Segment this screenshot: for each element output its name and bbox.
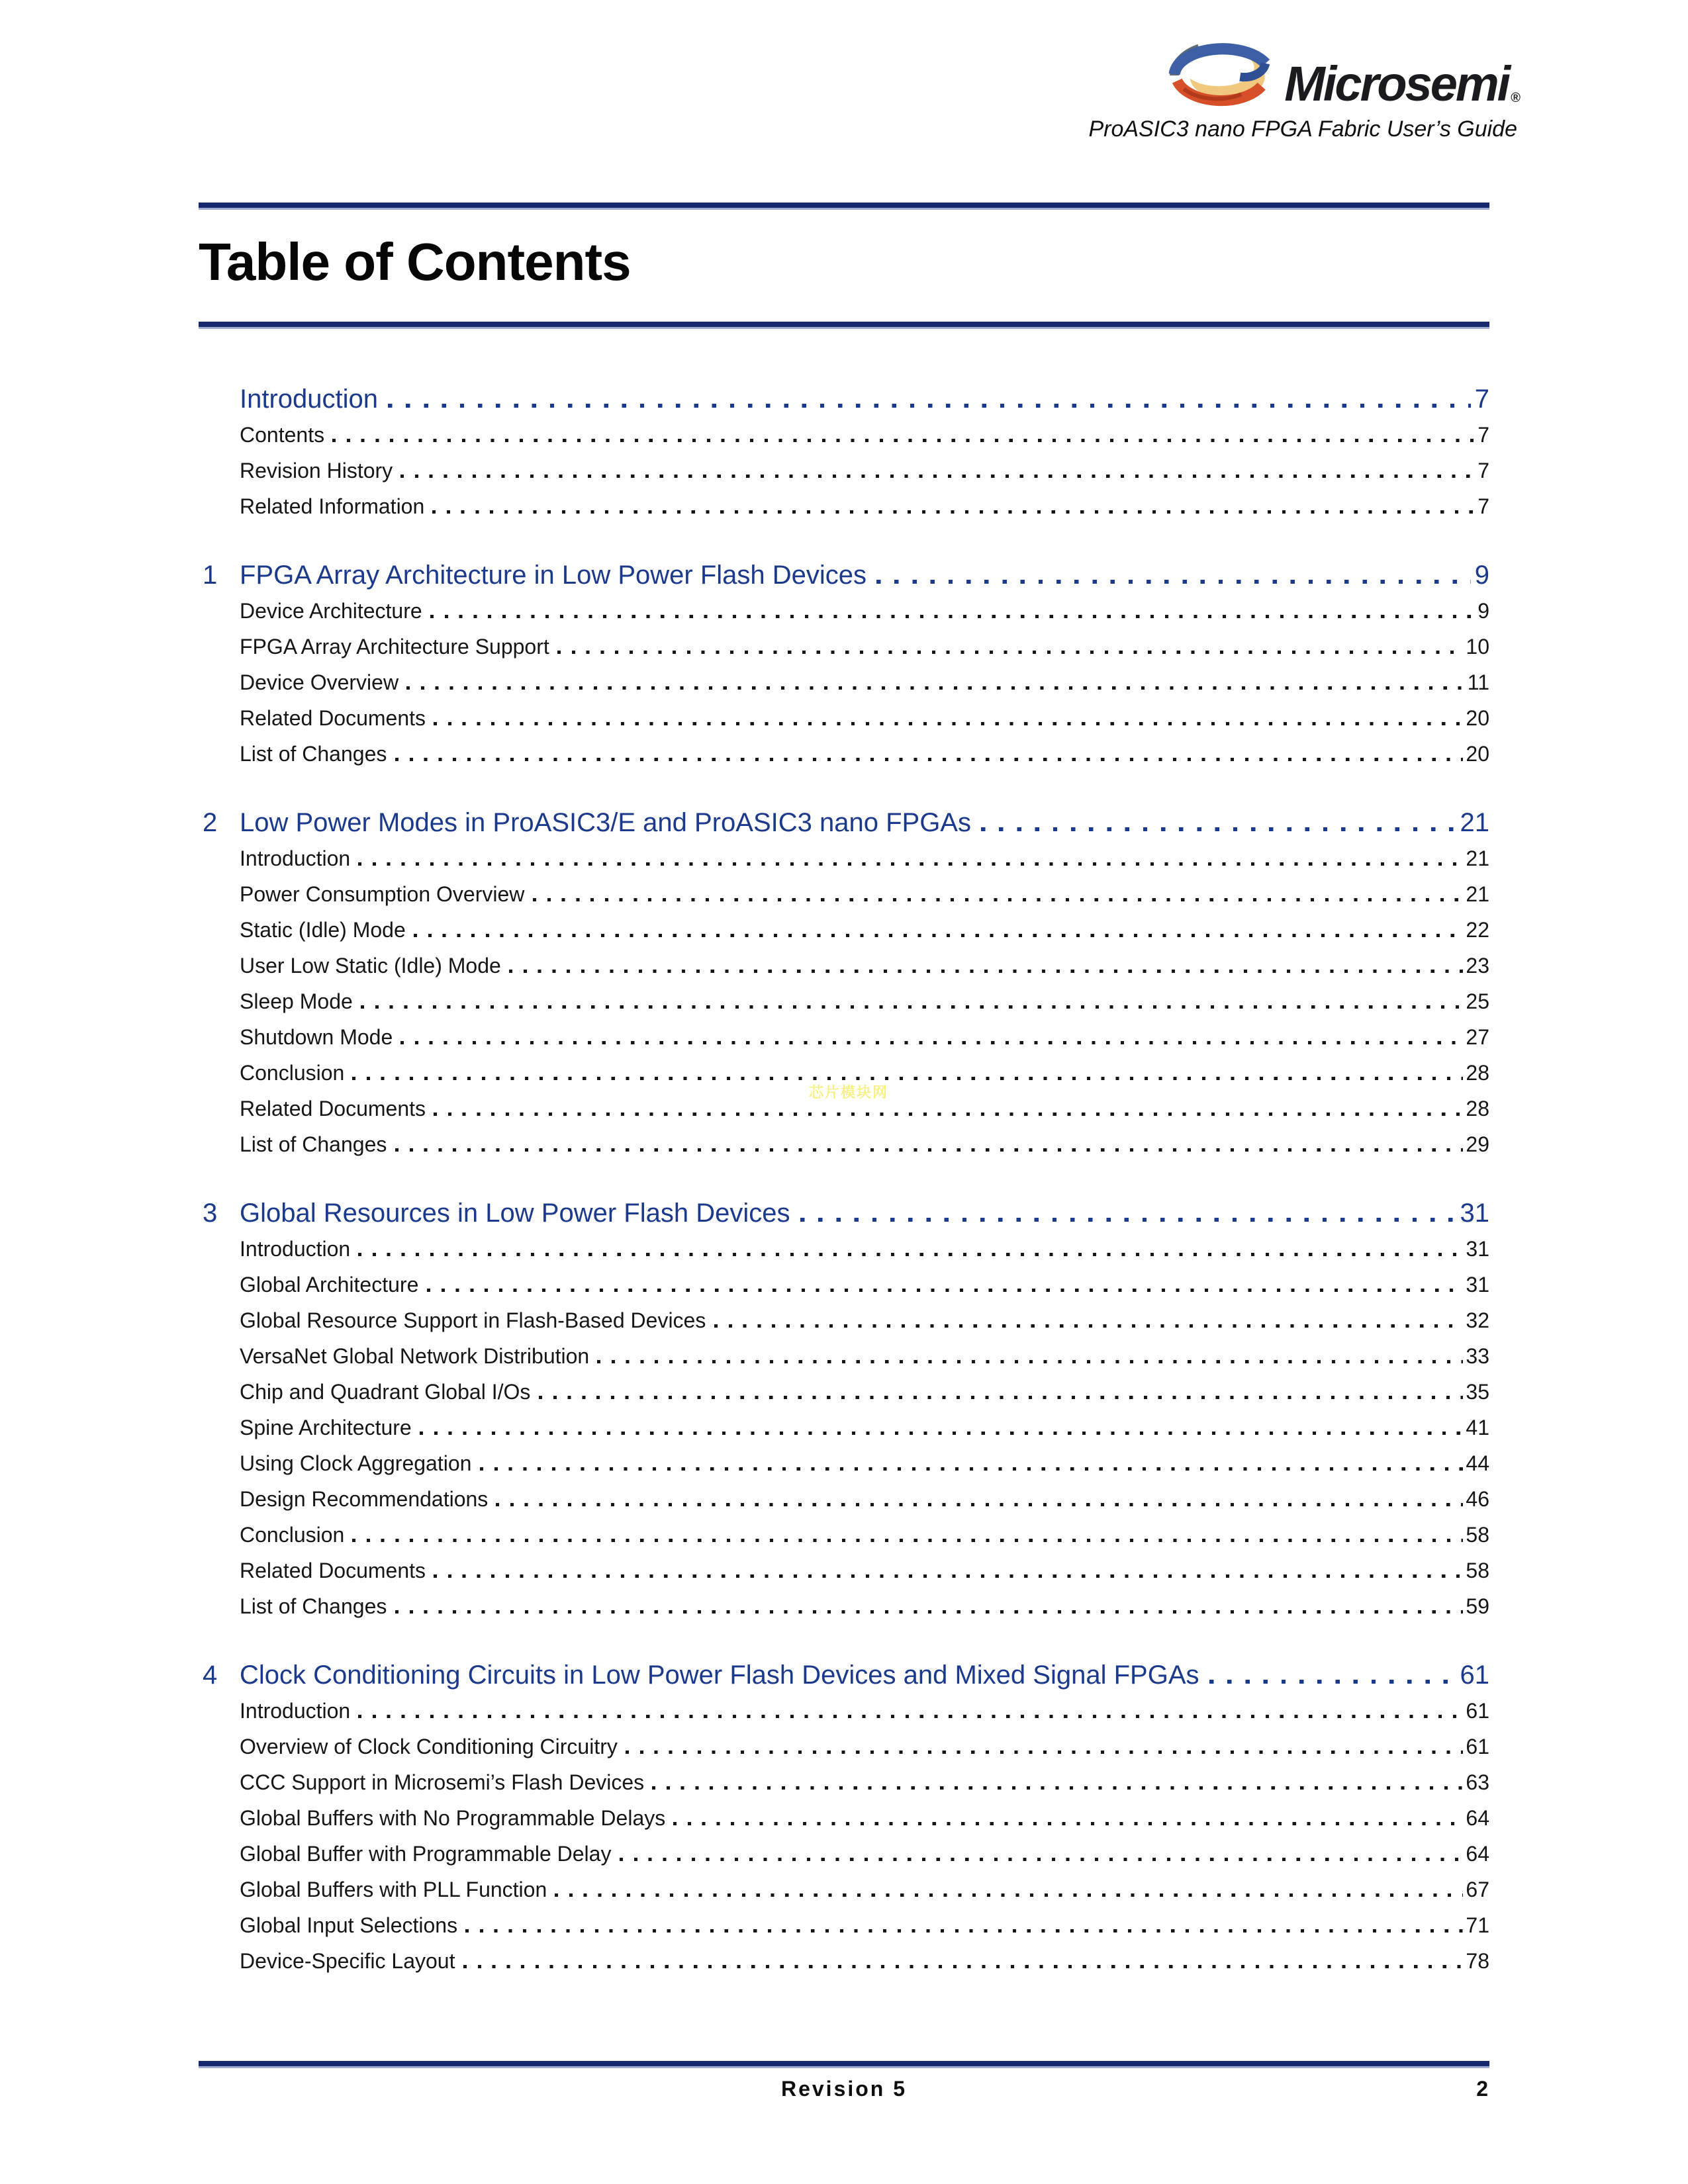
toc-entry-row[interactable] — [199, 1267, 1489, 1302]
dot-leader — [800, 1218, 1456, 1222]
dot-leader — [395, 758, 1463, 761]
toc-entry-label: Related Documents — [240, 1559, 426, 1582]
toc-entry-label: Static (Idle) Mode — [240, 918, 406, 942]
toc-entry-label: List of Changes — [240, 1594, 387, 1618]
toc-entry-row[interactable] — [199, 1764, 1489, 1800]
toc-page-number: 71 — [1466, 1913, 1489, 1937]
toc-section-title: Global Resources in Low Power Flash Devices — [240, 1199, 790, 1228]
dot-leader — [673, 1822, 1462, 1825]
toc-entry-label: Related Information — [240, 494, 425, 518]
toc-entry-row[interactable] — [199, 488, 1489, 524]
dot-leader — [620, 1858, 1463, 1861]
dot-leader — [626, 1751, 1463, 1754]
toc-section-title: Low Power Modes in ProASIC3/E and ProASIC3 nano FPGAs — [240, 808, 971, 837]
dot-leader — [427, 1289, 1463, 1292]
toc-page-number: 7 — [1474, 385, 1489, 414]
toc-entry-row[interactable] — [199, 736, 1489, 772]
toc-entry-row[interactable] — [199, 1693, 1489, 1729]
toc-entry-label: Introduction — [240, 846, 351, 870]
toc-page-number: 21 — [1460, 808, 1489, 837]
toc-front-matter-row[interactable] — [199, 381, 1489, 417]
footer-page-number: 2 — [1476, 2077, 1488, 2101]
toc-page-number: 59 — [1466, 1594, 1489, 1618]
toc-page-number: 23 — [1466, 954, 1489, 978]
toc-entry-label: Using Clock Aggregation — [240, 1451, 472, 1475]
footer-revision: Revision 5 — [780, 2077, 908, 2101]
dot-leader — [652, 1786, 1462, 1790]
toc-entry-label: Revision History — [240, 459, 393, 482]
brand-wordmark — [1284, 56, 1521, 111]
chapter-number: 2 — [203, 808, 218, 837]
toc-section-title: Clock Conditioning Circuits in Low Power Flash Devices and Mixed Signal FPGAs — [240, 1661, 1199, 1690]
registered-trademark-icon: ® — [1511, 91, 1521, 105]
toc-entry-label: CCC Support in Microsemi’s Flash Devices — [240, 1770, 645, 1794]
toc-page-number: 61 — [1466, 1699, 1489, 1723]
footer-rule — [199, 2061, 1489, 2066]
toc-entry-label: Introduction — [240, 1237, 351, 1261]
toc-entry-label: User Low Static (Idle) Mode — [240, 954, 501, 978]
toc-entry-label: List of Changes — [240, 742, 387, 766]
dot-leader — [465, 1929, 1462, 1933]
dot-leader — [358, 1715, 1462, 1718]
toc-entry-row[interactable] — [199, 417, 1489, 453]
toc-entry-row[interactable] — [199, 1445, 1489, 1481]
toc-entry-label: Global Resource Support in Flash-Based Devices — [240, 1308, 706, 1332]
toc-entry-label: Global Architecture — [240, 1273, 419, 1297]
toc-page-number: 31 — [1460, 1199, 1489, 1228]
dot-leader — [533, 898, 1463, 901]
dot-leader — [539, 1396, 1463, 1399]
page-title: Table of Contents — [199, 232, 631, 291]
toc-page-number: 21 — [1466, 846, 1489, 870]
dot-leader — [352, 1077, 1462, 1080]
toc-entry-label: Power Consumption Overview — [240, 882, 525, 906]
chapter-number: 1 — [203, 561, 218, 590]
dot-leader — [434, 722, 1462, 725]
toc-entry-row[interactable] — [199, 1872, 1489, 1907]
toc-entry-label: Conclusion — [240, 1523, 345, 1547]
dot-leader — [434, 1574, 1462, 1578]
dot-leader — [434, 1113, 1462, 1116]
toc-page-number: 22 — [1466, 918, 1489, 942]
toc-entry-row[interactable] — [199, 948, 1489, 983]
toc-entry-row[interactable] — [199, 1836, 1489, 1872]
toc-page-number: 33 — [1466, 1344, 1489, 1368]
toc-entry-label: Introduction — [240, 1699, 351, 1723]
toc-entry-row[interactable] — [199, 1231, 1489, 1267]
toc-page-number: 58 — [1466, 1559, 1489, 1582]
toc-page-number: 31 — [1466, 1237, 1489, 1261]
toc-section-title: Introduction — [240, 385, 379, 414]
toc-page-number: 9 — [1477, 599, 1489, 623]
title-rule-bottom — [199, 322, 1489, 327]
dot-leader — [480, 1467, 1463, 1471]
toc-chapter-row[interactable] — [199, 557, 1489, 593]
toc-entry-row[interactable] — [199, 664, 1489, 700]
dot-leader — [557, 651, 1463, 654]
toc-entry-row[interactable] — [199, 1338, 1489, 1374]
toc-section-title: FPGA Array Architecture in Low Power Flash Devices — [240, 561, 867, 590]
dot-leader — [414, 934, 1463, 937]
toc-entry-row[interactable] — [199, 1588, 1489, 1624]
dot-leader — [358, 862, 1462, 866]
toc-entry-label: Shutdown Mode — [240, 1025, 393, 1049]
dot-leader — [388, 404, 1471, 408]
toc-chapter-row[interactable] — [199, 1195, 1489, 1231]
dot-leader — [395, 1148, 1463, 1152]
toc-page-number: 11 — [1467, 670, 1489, 694]
dot-leader — [496, 1503, 1462, 1506]
toc-entry-row[interactable] — [199, 1019, 1489, 1055]
toc-page-number: 67 — [1466, 1878, 1489, 1901]
toc-entry-label: Design Recommendations — [240, 1487, 489, 1511]
toc-entry-row[interactable] — [199, 1410, 1489, 1445]
microsemi-logo — [1161, 38, 1521, 111]
dot-leader — [981, 827, 1456, 831]
toc-entry-row[interactable] — [199, 1800, 1489, 1836]
dot-leader — [876, 580, 1471, 584]
toc-page-number: 64 — [1466, 1842, 1489, 1866]
title-rule-top — [199, 203, 1489, 208]
toc-entry-row[interactable] — [199, 593, 1489, 629]
toc-page-number: 28 — [1466, 1061, 1489, 1085]
toc-entry-row[interactable] — [199, 1374, 1489, 1410]
toc-entry-row[interactable] — [199, 1517, 1489, 1553]
toc-entry-label: Device Overview — [240, 670, 399, 694]
toc-entry-label: List of Changes — [240, 1132, 387, 1156]
toc-entry-row[interactable] — [199, 1907, 1489, 1943]
toc-entry-row[interactable] — [199, 841, 1489, 876]
toc-page-number: 27 — [1466, 1025, 1489, 1049]
toc-page-number: 20 — [1466, 706, 1489, 730]
dot-leader — [406, 686, 1464, 690]
dot-leader — [420, 1432, 1463, 1435]
dot-leader — [597, 1360, 1462, 1363]
toc-page-number: 7 — [1477, 423, 1489, 447]
brand-name: Microsemi — [1284, 56, 1509, 111]
toc-page-number: 10 — [1466, 635, 1489, 659]
toc-entry-row[interactable] — [199, 629, 1489, 664]
document-title: ProASIC3 nano FPGA Fabric User’s Guide — [1088, 116, 1517, 142]
toc-entry-label: Global Buffers with PLL Function — [240, 1878, 547, 1901]
toc-page-number: 61 — [1460, 1661, 1489, 1690]
dot-leader — [400, 475, 1474, 478]
toc-list — [199, 381, 1489, 1979]
toc-page-number: 28 — [1466, 1097, 1489, 1120]
dot-leader — [463, 1965, 1463, 1968]
toc-entry-label: Chip and Quadrant Global I/Os — [240, 1380, 531, 1404]
toc-entry-label: Related Documents — [240, 706, 426, 730]
toc-entry-row[interactable] — [199, 1943, 1489, 1979]
dot-leader — [555, 1893, 1462, 1897]
dot-leader — [352, 1539, 1462, 1542]
dot-leader — [361, 1005, 1463, 1009]
toc-entry-row[interactable] — [199, 1126, 1489, 1162]
toc-entry-label: Conclusion — [240, 1061, 345, 1085]
toc-entry-label: Device Architecture — [240, 599, 422, 623]
toc-entry-label: FPGA Array Architecture Support — [240, 635, 549, 659]
toc-entry-label: Overview of Clock Conditioning Circuitry — [240, 1735, 618, 1758]
toc-entry-label: Device-Specific Layout — [240, 1949, 455, 1973]
toc-entry-label: Spine Architecture — [240, 1416, 412, 1439]
toc-entry-row[interactable] — [199, 912, 1489, 948]
toc-page-number: 46 — [1466, 1487, 1489, 1511]
dot-leader — [395, 1610, 1463, 1614]
dot-leader — [430, 615, 1475, 618]
toc-page-number: 61 — [1466, 1735, 1489, 1758]
toc-page-number: 44 — [1466, 1451, 1489, 1475]
toc-page-number: 20 — [1466, 742, 1489, 766]
toc-entry-row[interactable] — [199, 453, 1489, 488]
toc-page-number: 31 — [1466, 1273, 1489, 1297]
toc-page-number: 41 — [1466, 1416, 1489, 1439]
toc-chapter-row[interactable] — [199, 1657, 1489, 1693]
dot-leader — [358, 1253, 1462, 1256]
toc-entry-row[interactable] — [199, 700, 1489, 736]
toc-entry-row[interactable] — [199, 1302, 1489, 1338]
toc-page-number: 29 — [1466, 1132, 1489, 1156]
toc-page-number: 25 — [1466, 989, 1489, 1013]
dot-leader — [714, 1324, 1463, 1328]
toc-entry-label: Global Input Selections — [240, 1913, 458, 1937]
toc-page-number: 7 — [1477, 494, 1489, 518]
dot-leader — [400, 1041, 1462, 1044]
toc-page-number: 35 — [1466, 1380, 1489, 1404]
toc-entry-label: Related Documents — [240, 1097, 426, 1120]
toc-page-number: 7 — [1477, 459, 1489, 482]
chapter-number: 4 — [203, 1661, 218, 1690]
toc-page-number: 63 — [1466, 1770, 1489, 1794]
toc-entry-label: Global Buffers with No Programmable Delays — [240, 1806, 666, 1830]
dot-leader — [1209, 1680, 1456, 1684]
microsemi-swirl-icon — [1161, 38, 1282, 107]
toc-entry-row[interactable] — [199, 876, 1489, 912]
dot-leader — [509, 970, 1463, 973]
toc-entry-row[interactable] — [199, 1553, 1489, 1588]
dot-leader — [332, 439, 1474, 442]
toc-entry-label: Sleep Mode — [240, 989, 353, 1013]
dot-leader — [432, 510, 1474, 514]
toc-page-number: 32 — [1466, 1308, 1489, 1332]
toc-entry-row[interactable] — [199, 983, 1489, 1019]
watermark-text: 芯片模块网 — [809, 1084, 889, 1101]
toc-entry-label: VersaNet Global Network Distribution — [240, 1344, 590, 1368]
toc-chapter-row[interactable] — [199, 805, 1489, 841]
toc-page-number: 21 — [1466, 882, 1489, 906]
chapter-number: 3 — [203, 1199, 218, 1228]
toc-entry-row[interactable] — [199, 1481, 1489, 1517]
toc-entry-label: Contents — [240, 423, 325, 447]
toc-entry-label: Global Buffer with Programmable Delay — [240, 1842, 612, 1866]
toc-page-number: 9 — [1474, 561, 1489, 590]
toc-page-number: 78 — [1466, 1949, 1489, 1973]
toc-page-number: 64 — [1466, 1806, 1489, 1830]
toc-page-number: 58 — [1466, 1523, 1489, 1547]
toc-entry-row[interactable] — [199, 1729, 1489, 1764]
